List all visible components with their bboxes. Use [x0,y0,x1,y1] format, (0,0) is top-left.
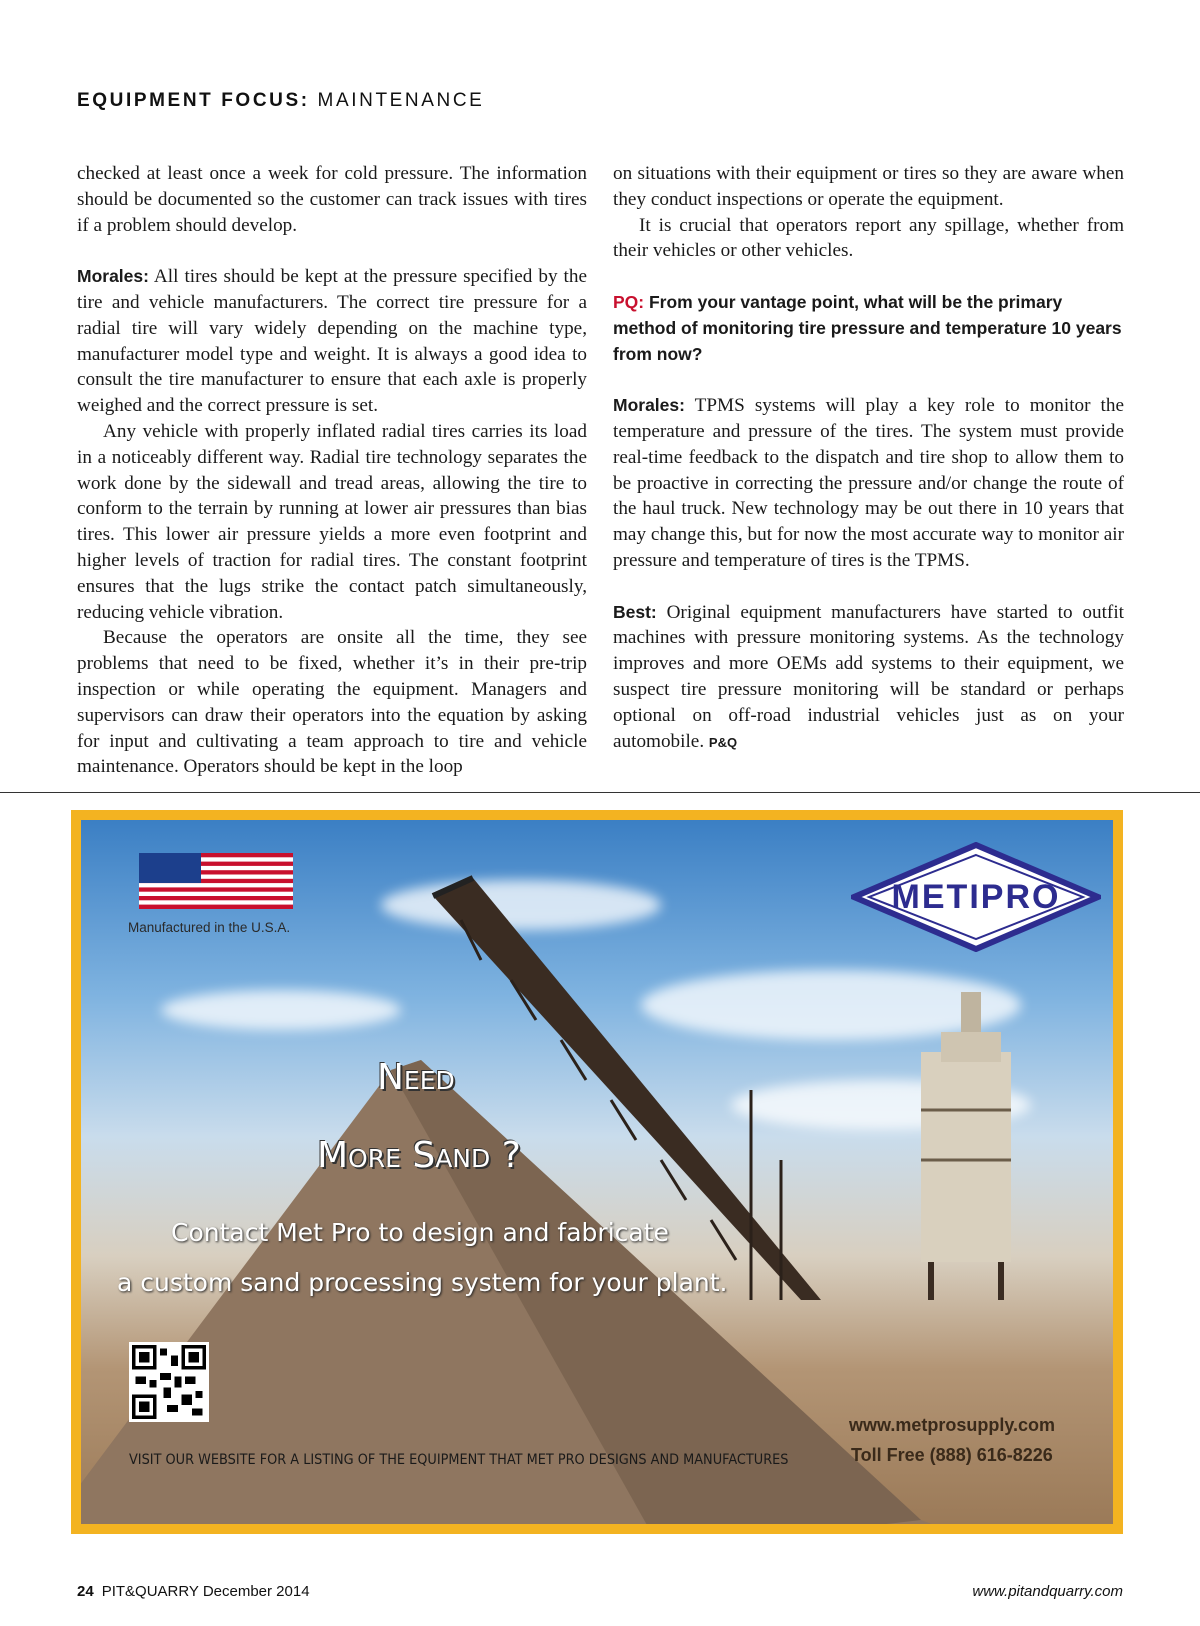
paragraph: on situations with their equipment or tires so they are aware when they conduct inspections or operate the equipment. [613,163,1124,210]
pq-label: PQ: [613,291,645,312]
us-flag-icon [139,853,293,909]
made-in-usa: Manufactured in the U.S.A. [128,920,291,935]
contact-line-1: Contact Met Pro to design and fabricate [171,1218,669,1247]
section-topic: MAINTENANCE [309,90,485,111]
question-text: From your vantage point, what will be the primary method of monitoring tire pressure and temperature 10 years from now? [613,291,1122,364]
advertisement[interactable] [71,810,1123,1534]
article-column-left [77,161,587,780]
footer-url[interactable]: www.pitandquarry.com [972,1583,1123,1600]
paragraph [613,393,1124,574]
paragraph-text: TPMS systems will play a key role to monitor the temperature and pressure of the tires. The system must provide real-time feedback to the dispatch and tire shop to allow them to be proactive in correcting the pressure and/or change the route of the haul truck. New technology may be out there in 10 years that may change this, but for now the most accurate way to monitor air pressure and temperature of tires is the TPMS. [613,395,1124,571]
paragraph [77,264,587,419]
magazine-issue: PIT&QUARRY December 2014 [101,1583,310,1600]
divider [0,792,1200,793]
paragraph [613,600,1124,756]
end-mark: P&Q [708,734,738,750]
qr-code-icon[interactable] [129,1342,209,1422]
page-number: 24 [77,1583,94,1600]
headline-more-sand: More Sand ? [317,1135,521,1176]
section-header [77,90,484,112]
toll-free-number: Toll Free (888) 616-8226 [851,1445,1053,1465]
question [613,290,1124,367]
paragraph: Because the operators are onsite all the time, they see problems that need to be fixed, whether it’s in their pre-trip inspection or while operating the equipment. Managers and supervisors can draw their operators into the equation by asking for input and cultivating a team approach to tire and vehicle maintenance. Operators should be kept in the loop [77,627,587,778]
visit-website-text: VISIT OUR WEBSITE FOR A LISTING OF THE EQUIPMENT THAT MET PRO DESIGNS AND MANUFACTURES [129,1452,789,1468]
contact-line-2: a custom sand processing system for your plant. [117,1268,728,1297]
paragraph: It is crucial that operators report any spillage, whether from their vehicles or other vehicles. [613,214,1124,262]
paragraph-text: All tires should be kept at the pressure specified by the tire and vehicle manufacturers. The correct tire pressure for a radial tire will vary widely depending on the machine type, manufacturer model type and weight. It is always a good idea to consult the tire manufacturer to ensure that each axle is properly weighed and the correct pressure is set. [77,266,587,417]
paragraph: Any vehicle with properly inflated radial tires carries its load in a noticeably different way. Radial tire technology separates the work done by the sidewall and tread areas, allowing the tire to conform to the terrain by running at lower air pressures than bias tires. This lower air pressure yields a more even footprint and higher levels of traction for radial tires. The constant footprint ensures that the lugs strike the contact patch simultaneously, reducing vehicle vibration. [77,420,587,623]
headline-need: Need [377,1057,455,1098]
paragraph-text: Original equipment manufacturers have started to outfit machines with pressure monitoring systems. As the technology improves and more OEMs add systems to their equipment, we suspect tire pressure monitoring will be standard or perhaps optional on off-road industrial vehicles just as on your automobile. [613,601,1124,752]
article-column-right [613,161,1124,755]
logo-text: METIPRO [891,877,1061,916]
footer-left [77,1583,310,1600]
metipro-logo [851,842,1101,952]
section-label: EQUIPMENT FOCUS: [77,90,310,111]
speaker-label: Morales: [613,395,685,416]
ad-image [81,820,1113,1524]
speaker-label: Best: [613,601,657,622]
website-link[interactable]: www.metprosupply.com [849,1415,1056,1435]
paragraph: checked at least once a week for cold pressure. The information should be documented so the customer can track issues with tires if a problem should develop. [77,163,587,236]
speaker-label: Morales: [77,266,149,287]
